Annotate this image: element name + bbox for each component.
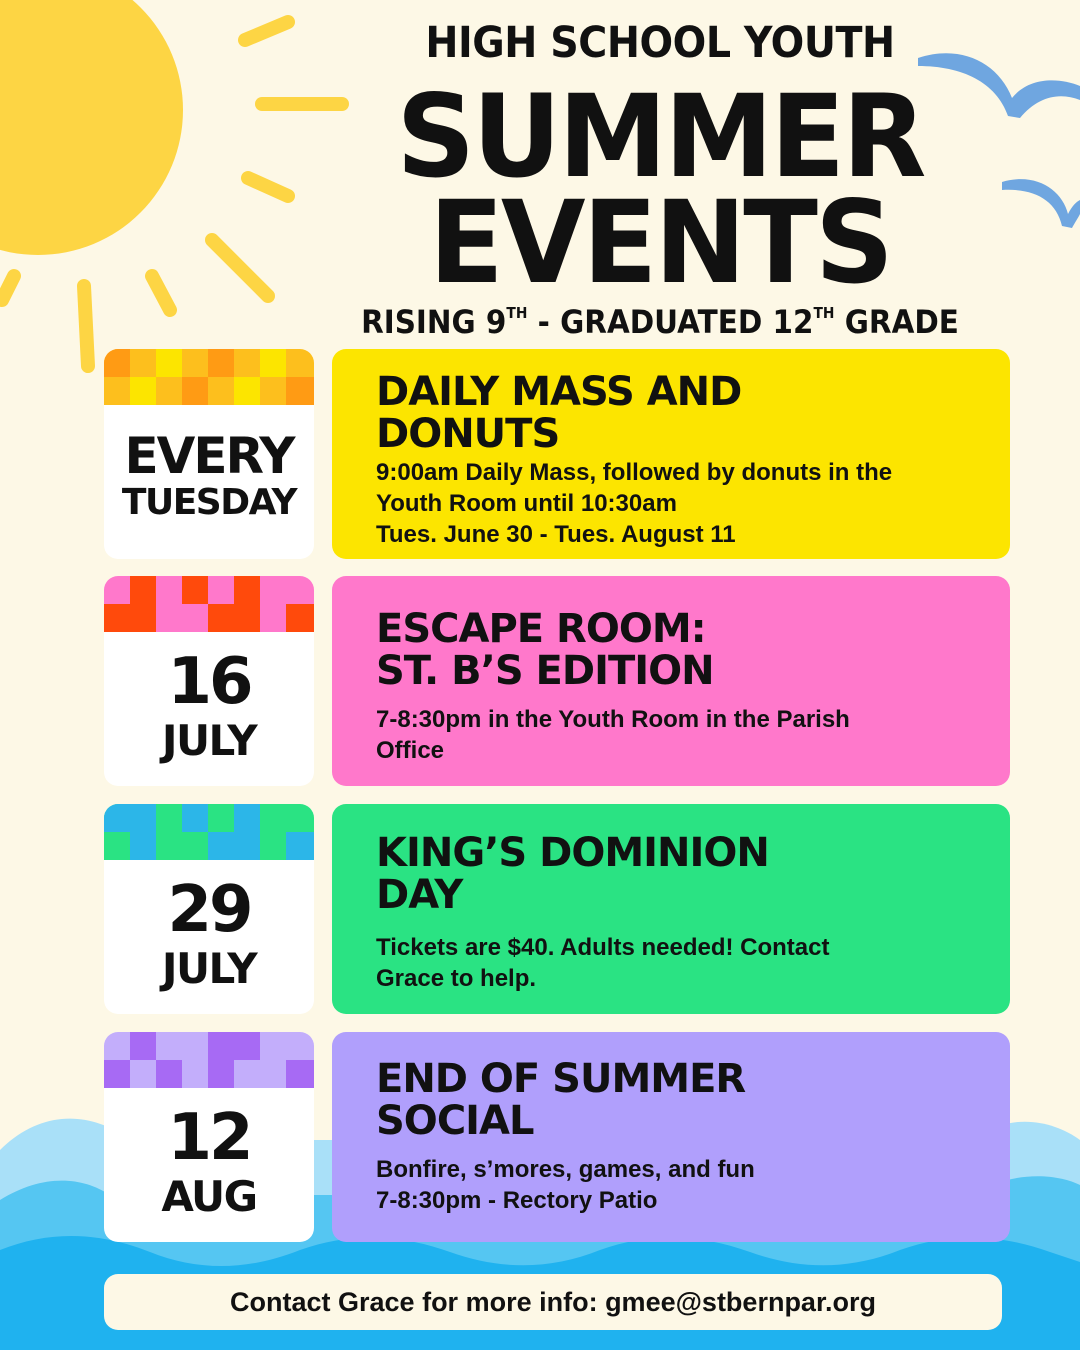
header-title-summer: SUMMER [396, 70, 924, 203]
grade-range-part1: RISING 9 [361, 303, 507, 341]
event-card-1[interactable] [332, 349, 1010, 559]
event-card-3[interactable] [332, 804, 1010, 1014]
header-subtitle: HIGH SCHOOL YOUTH [425, 18, 895, 68]
calendar-tile-event-3 [104, 804, 314, 1014]
calendar-band [104, 804, 314, 860]
event-description: Tickets are $40. Adults needed! Contact Grace to help. [376, 934, 830, 992]
event-title: KING’S DOMINION DAY [376, 830, 769, 918]
calendar-band [104, 349, 314, 405]
calendar-band [104, 1032, 314, 1088]
grade-range-part3: GRADE [834, 303, 959, 341]
contact-footer[interactable]: Contact Grace for more info: gmee@stbernpar.org [104, 1274, 1002, 1330]
event-card-4[interactable] [332, 1032, 1010, 1242]
event-description: Bonfire, s’mores, games, and fun 7-8:30pm - Rectory Patio [376, 1156, 755, 1214]
grade-range [356, 303, 963, 341]
calendar-tile-event-2 [104, 576, 314, 786]
date-line-2: JULY [161, 716, 257, 765]
date-line-1: 29 [167, 873, 251, 947]
date-line-1: EVERY [124, 427, 294, 485]
date-line-2: AUG [161, 1172, 257, 1221]
date-line-1: 16 [167, 645, 251, 719]
event-title: ESCAPE ROOM: ST. B’S EDITION [376, 606, 714, 694]
date-line-1: 12 [167, 1101, 251, 1175]
grade-range-sup1: TH [506, 304, 528, 322]
event-card-2[interactable] [332, 576, 1010, 786]
header-title-events: EVENTS [428, 176, 891, 309]
event-description: 9:00am Daily Mass, followed by donuts in the Youth Room until 10:30am Tues. June 30 - Tues. August 11 [376, 459, 893, 548]
calendar-band [104, 576, 314, 632]
calendar-tile-event-1 [104, 349, 314, 559]
event-title: END OF SUMMER SOCIAL [376, 1056, 746, 1144]
grade-range-part2: - GRADUATED 12 [527, 303, 814, 341]
event-description: 7-8:30pm in the Youth Room in the Parish Office [376, 706, 850, 764]
grade-range-sup2: TH [813, 304, 835, 322]
date-line-2: TUESDAY [121, 482, 297, 523]
event-title: DAILY MASS AND DONUTS [376, 369, 742, 457]
sun-icon [0, 0, 342, 366]
calendar-tile-event-4 [104, 1032, 314, 1242]
date-line-2: JULY [161, 944, 257, 993]
